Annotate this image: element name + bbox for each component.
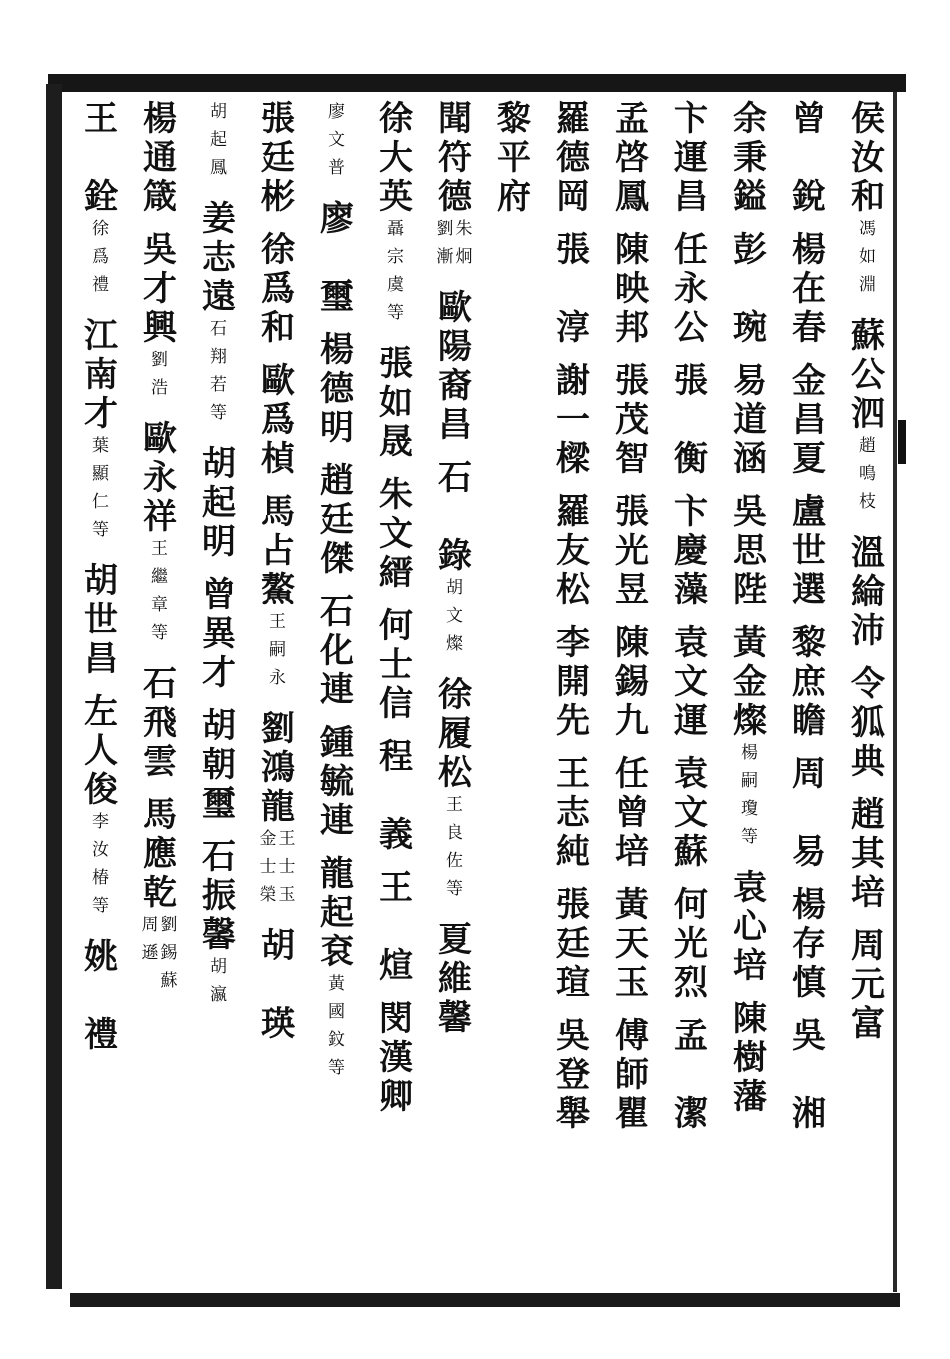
person-name: 吳 湘	[785, 1017, 826, 1134]
person-name: 何士信	[372, 607, 413, 724]
name-entry	[313, 462, 354, 579]
name-entry	[667, 755, 708, 872]
name-entry	[195, 707, 236, 824]
name-columns	[64, 100, 894, 1290]
person-name: 任曾培	[608, 755, 649, 872]
name-entry	[136, 100, 177, 217]
name-entry	[785, 231, 826, 348]
person-name: 黃金燦	[726, 624, 767, 741]
name-entry	[77, 938, 118, 1055]
name-entry	[254, 493, 295, 696]
person-name: 溫綸沛	[844, 534, 885, 651]
name-entry	[372, 476, 413, 593]
name-entry	[667, 493, 708, 610]
name-entry	[195, 200, 236, 431]
edge-tab-mark	[898, 420, 906, 464]
name-entry	[549, 886, 590, 1003]
name-entry	[372, 738, 413, 855]
annotation-note: 葉顯仁等	[88, 436, 108, 548]
name-entry	[195, 838, 236, 1013]
name-entry	[372, 607, 413, 724]
text-column	[304, 100, 363, 1290]
name-entry	[254, 927, 295, 1044]
name-entry	[431, 921, 472, 1038]
person-name: 楊德明	[313, 331, 354, 448]
name-entry	[136, 231, 177, 406]
person-name: 孟 潔	[667, 1017, 708, 1134]
name-entry	[313, 331, 354, 448]
text-column	[540, 100, 599, 1290]
person-name: 羅友松	[549, 493, 590, 610]
person-name: 歐爲楨	[254, 362, 295, 479]
annotation-note: 金士榮	[255, 829, 276, 913]
name-entry	[372, 100, 413, 331]
annotation-pair	[139, 915, 175, 999]
name-entry	[431, 289, 472, 445]
person-name: 黎平府	[490, 100, 531, 217]
person-name: 徐履松	[431, 676, 472, 793]
person-name: 程 義	[372, 738, 413, 855]
name-entry	[785, 624, 826, 741]
person-name: 侯汝和	[844, 100, 885, 217]
text-column	[658, 100, 717, 1290]
person-name: 胡 瑛	[254, 927, 295, 1044]
annotation-note: 廖文普	[324, 102, 344, 186]
name-entry	[549, 624, 590, 741]
annotation-note: 馮如淵	[855, 219, 875, 303]
name-entry	[608, 362, 649, 479]
name-entry	[431, 459, 472, 662]
name-entry	[785, 493, 826, 610]
name-entry	[608, 231, 649, 348]
annotation-note: 趙鳴枝	[855, 436, 875, 520]
name-entry	[844, 665, 885, 782]
name-entry	[77, 562, 118, 679]
name-entry	[844, 100, 885, 303]
left-border-rule	[46, 84, 62, 1289]
name-entry	[325, 100, 342, 186]
name-entry	[195, 576, 236, 693]
text-column	[599, 100, 658, 1290]
person-name: 袁文運	[667, 624, 708, 741]
person-name: 羅德岡	[549, 100, 590, 217]
person-name: 閔漢卿	[372, 1000, 413, 1117]
person-name: 張如晟	[372, 345, 413, 462]
name-entry	[785, 755, 826, 872]
annotation-note: 劉錫蘇	[156, 915, 177, 999]
name-entry	[785, 886, 826, 1003]
text-column	[363, 100, 422, 1290]
person-name: 黎庶瞻	[785, 624, 826, 741]
text-column	[127, 100, 186, 1290]
person-name: 張廷彬	[254, 100, 295, 217]
person-name: 胡朝璽	[195, 707, 236, 824]
name-entry	[608, 493, 649, 610]
person-name: 陳映邦	[608, 231, 649, 348]
name-entry	[667, 624, 708, 741]
name-entry	[844, 927, 885, 1044]
person-name: 周 易	[785, 755, 826, 872]
name-entry	[608, 1017, 649, 1134]
name-entry	[667, 231, 708, 348]
person-name: 歐永祥	[136, 420, 177, 537]
annotation-note: 胡起鳳	[206, 102, 226, 186]
person-name: 吳思陛	[726, 493, 767, 610]
person-name: 徐大英	[372, 100, 413, 217]
annotation-note: 黃國鈫等	[324, 974, 344, 1086]
top-border-rule	[48, 74, 906, 92]
person-name: 王 煊	[372, 869, 413, 986]
name-entry	[136, 796, 177, 999]
name-entry	[77, 693, 118, 924]
person-name: 姚 禮	[77, 938, 118, 1055]
name-entry	[254, 710, 295, 913]
person-name: 張廷瑄	[549, 886, 590, 1003]
name-entry	[313, 855, 354, 1086]
name-entry	[490, 100, 531, 217]
name-entry	[254, 362, 295, 479]
text-column	[245, 100, 304, 1290]
name-entry	[313, 724, 354, 841]
name-entry	[313, 593, 354, 710]
person-name: 趙廷傑	[313, 462, 354, 579]
name-entry	[608, 755, 649, 872]
annotation-note: 劉浩	[147, 350, 167, 406]
name-entry	[549, 1017, 590, 1134]
name-entry	[77, 100, 118, 303]
person-name: 曾 銳	[785, 100, 826, 217]
person-name: 盧世選	[785, 493, 826, 610]
name-entry	[726, 362, 767, 479]
name-entry	[726, 231, 767, 348]
name-entry	[195, 445, 236, 562]
person-name: 王志純	[549, 755, 590, 872]
person-name: 張 衡	[667, 362, 708, 479]
name-entry	[726, 1000, 767, 1117]
text-column	[68, 100, 127, 1290]
person-name: 周元富	[844, 927, 885, 1044]
person-name: 胡世昌	[77, 562, 118, 679]
name-entry	[372, 1000, 413, 1117]
person-name: 余秉鎰	[726, 100, 767, 217]
person-name: 彭 琬	[726, 231, 767, 348]
name-entry	[726, 100, 767, 217]
name-entry	[785, 362, 826, 479]
person-name: 楊存慎	[785, 886, 826, 1003]
annotation-note: 朱炯	[451, 219, 472, 275]
name-entry	[726, 624, 767, 855]
person-name: 卞運昌	[667, 100, 708, 217]
annotation-note: 李汝椿等	[88, 812, 108, 924]
person-name: 袁心培	[726, 869, 767, 986]
name-entry	[549, 362, 590, 479]
person-name: 張茂智	[608, 362, 649, 479]
name-entry	[207, 100, 224, 186]
annotation-note: 王繼章等	[147, 539, 167, 651]
person-name: 馬占鰲	[254, 493, 295, 610]
person-name: 石飛雲	[136, 665, 177, 782]
person-name: 令狐典	[844, 665, 885, 782]
annotation-note: 胡瀛	[206, 957, 226, 1013]
name-entry	[136, 665, 177, 782]
text-column	[717, 100, 776, 1290]
name-entry	[608, 624, 649, 741]
person-name: 聞符德	[431, 100, 472, 217]
person-name: 吳登舉	[549, 1017, 590, 1134]
name-entry	[844, 317, 885, 520]
annotation-pair	[434, 219, 470, 275]
name-entry	[726, 869, 767, 986]
text-column	[422, 100, 481, 1290]
text-column	[186, 100, 245, 1290]
text-column	[835, 100, 894, 1290]
annotation-note: 聶宗虞等	[383, 219, 403, 331]
name-entry	[254, 100, 295, 217]
person-name: 姜志遠	[195, 200, 236, 317]
person-name: 謝一樑	[549, 362, 590, 479]
person-name: 趙其培	[844, 796, 885, 913]
name-entry	[844, 534, 885, 651]
name-entry	[549, 755, 590, 872]
name-entry	[667, 886, 708, 1003]
person-name: 張光昱	[608, 493, 649, 610]
person-name: 孟啓鳳	[608, 100, 649, 217]
name-entry	[549, 493, 590, 610]
person-name: 朱文縉	[372, 476, 413, 593]
person-name: 劉鴻龍	[254, 710, 295, 827]
text-column	[776, 100, 835, 1290]
name-entry	[667, 1017, 708, 1134]
person-name: 陳錫九	[608, 624, 649, 741]
name-entry	[136, 420, 177, 651]
person-name: 何光烈	[667, 886, 708, 1003]
annotation-note: 胡文燦	[442, 578, 462, 662]
person-name: 張 淳	[549, 231, 590, 348]
person-name: 徐爲和	[254, 231, 295, 348]
person-name: 龍起袞	[313, 855, 354, 972]
person-name: 陳樹藩	[726, 1000, 767, 1117]
person-name: 黃天玉	[608, 886, 649, 1003]
name-entry	[608, 100, 649, 217]
annotation-note: 劉漸	[432, 219, 453, 275]
name-entry	[372, 345, 413, 462]
name-entry	[608, 886, 649, 1003]
person-name: 蘇公泗	[844, 317, 885, 434]
person-name: 廖 璽	[313, 200, 354, 317]
person-name: 江南才	[77, 317, 118, 434]
name-entry	[549, 100, 590, 217]
person-name: 左人俊	[77, 693, 118, 810]
name-entry	[549, 231, 590, 348]
person-name: 楊通箴	[136, 100, 177, 217]
text-column	[481, 100, 540, 1290]
person-name: 胡起明	[195, 445, 236, 562]
name-entry	[785, 100, 826, 217]
person-name: 卞慶藻	[667, 493, 708, 610]
person-name: 曾異才	[195, 576, 236, 693]
person-name: 石振馨	[195, 838, 236, 955]
annotation-pair	[257, 829, 293, 913]
name-entry	[667, 100, 708, 217]
annotation-note: 周遜	[137, 915, 158, 971]
name-entry	[431, 100, 472, 275]
person-name: 鍾毓連	[313, 724, 354, 841]
bottom-border-rule	[70, 1293, 900, 1307]
annotation-note: 王士玉	[274, 829, 295, 913]
name-entry	[313, 200, 354, 317]
name-entry	[372, 869, 413, 986]
person-name: 易道涵	[726, 362, 767, 479]
annotation-note: 石翔若等	[206, 319, 226, 431]
person-name: 傅師瞿	[608, 1017, 649, 1134]
person-name: 夏維馨	[431, 921, 472, 1038]
name-entry	[431, 676, 472, 907]
person-name: 王 銓	[77, 100, 118, 217]
person-name: 馬應乾	[136, 796, 177, 913]
annotation-note: 王良佐等	[442, 795, 462, 907]
annotation-note: 楊嗣瓊等	[737, 743, 757, 855]
person-name: 李開先	[549, 624, 590, 741]
person-name: 袁文蘇	[667, 755, 708, 872]
person-name: 歐陽裔昌	[431, 289, 472, 445]
name-entry	[667, 362, 708, 479]
annotation-note: 徐爲禮	[88, 219, 108, 303]
person-name: 楊在春	[785, 231, 826, 348]
person-name: 石化連	[313, 593, 354, 710]
person-name: 石 錄	[431, 459, 472, 576]
name-entry	[726, 493, 767, 610]
person-name: 吳才興	[136, 231, 177, 348]
name-entry	[785, 1017, 826, 1134]
name-entry	[844, 796, 885, 913]
name-entry	[254, 231, 295, 348]
person-name: 金昌夏	[785, 362, 826, 479]
person-name: 任永公	[667, 231, 708, 348]
annotation-note: 王嗣永	[265, 612, 285, 696]
name-entry	[77, 317, 118, 548]
